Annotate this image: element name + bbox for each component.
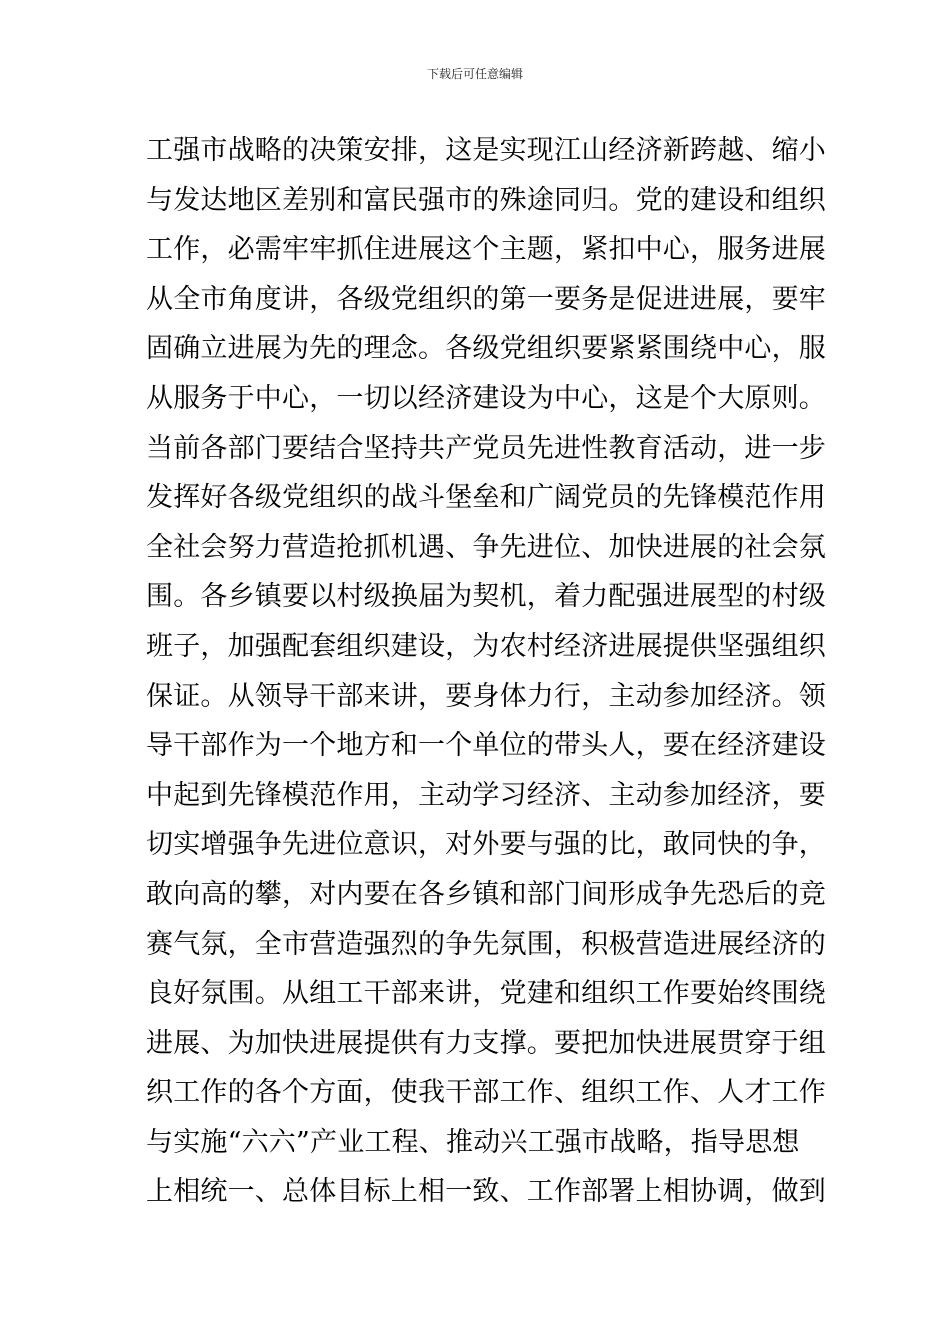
text-line: 良好氛围。从组工干部来讲，党建和组织工作要始终围绕 — [146, 978, 826, 1010]
text-line: 与发达地区差别和富民强市的殊途同归。党的建设和组织 — [146, 184, 826, 216]
text-line: 当前各部门要结合坚持共产党员先进性教育活动，进一步 — [146, 432, 826, 464]
text-line: 围。各乡镇要以村级换届为契机，着力配强进展型的村级 — [146, 581, 826, 613]
text-line: 进展、为加快进展提供有力支撑。要把加快进展贯穿于组 — [146, 1027, 826, 1059]
text-line: 班子，加强配套组织建设，为农村经济进展提供坚强组织 — [146, 630, 826, 662]
text-line: 工作，必需牢牢抓住进展这个主题，紧扣中心，服务进展 — [146, 234, 826, 266]
text-line: 中起到先锋模范作用，主动学习经济、主动参加经济，要 — [146, 779, 826, 811]
page-header: 下载后可任意编辑 — [426, 67, 523, 81]
text-line: 保证。从领导干部来讲，要身体力行，主动参加经济。领 — [146, 680, 826, 712]
document-body — [146, 126, 826, 1217]
text-line: 上相统一、总体目标上相一致、工作部署上相协调，做到 — [146, 1176, 826, 1208]
text-line: 敢向高的攀，对内要在各乡镇和部门间形成争先恐后的竞 — [146, 878, 826, 910]
text-line: 与实施“六六”产业工程、推动兴工强市战略，指导思想 — [146, 1126, 800, 1158]
text-line: 织工作的各个方面，使我干部工作、组织工作、人才工作 — [146, 1077, 826, 1109]
text-line: 工强市战略的决策安排，这是实现江山经济新跨越、缩小 — [146, 135, 826, 166]
text-line: 切实增强争先进位意识，对外要与强的比，敢同快的争， — [146, 829, 826, 861]
text-line: 从服务于中心，一切以经济建设为中心，这是个大原则。 — [146, 382, 826, 414]
text-line: 全社会努力营造抢抓机遇、争先进位、加快进展的社会氛 — [146, 531, 826, 563]
text-line: 从全市角度讲，各级党组织的第一要务是促进进展，要牢 — [146, 283, 826, 315]
text-line: 导干部作为一个地方和一个单位的带头人，要在经济建设 — [146, 730, 826, 762]
text-line: 发挥好各级党组织的战斗堡垒和广阔党员的先锋模范作用 — [146, 482, 826, 514]
text-line: 固确立进展为先的理念。各级党组织要紧紧围绕中心，服 — [146, 333, 826, 365]
text-line: 赛气氛，全市营造强烈的争先氛围，积极营造进展经济的 — [146, 928, 826, 960]
